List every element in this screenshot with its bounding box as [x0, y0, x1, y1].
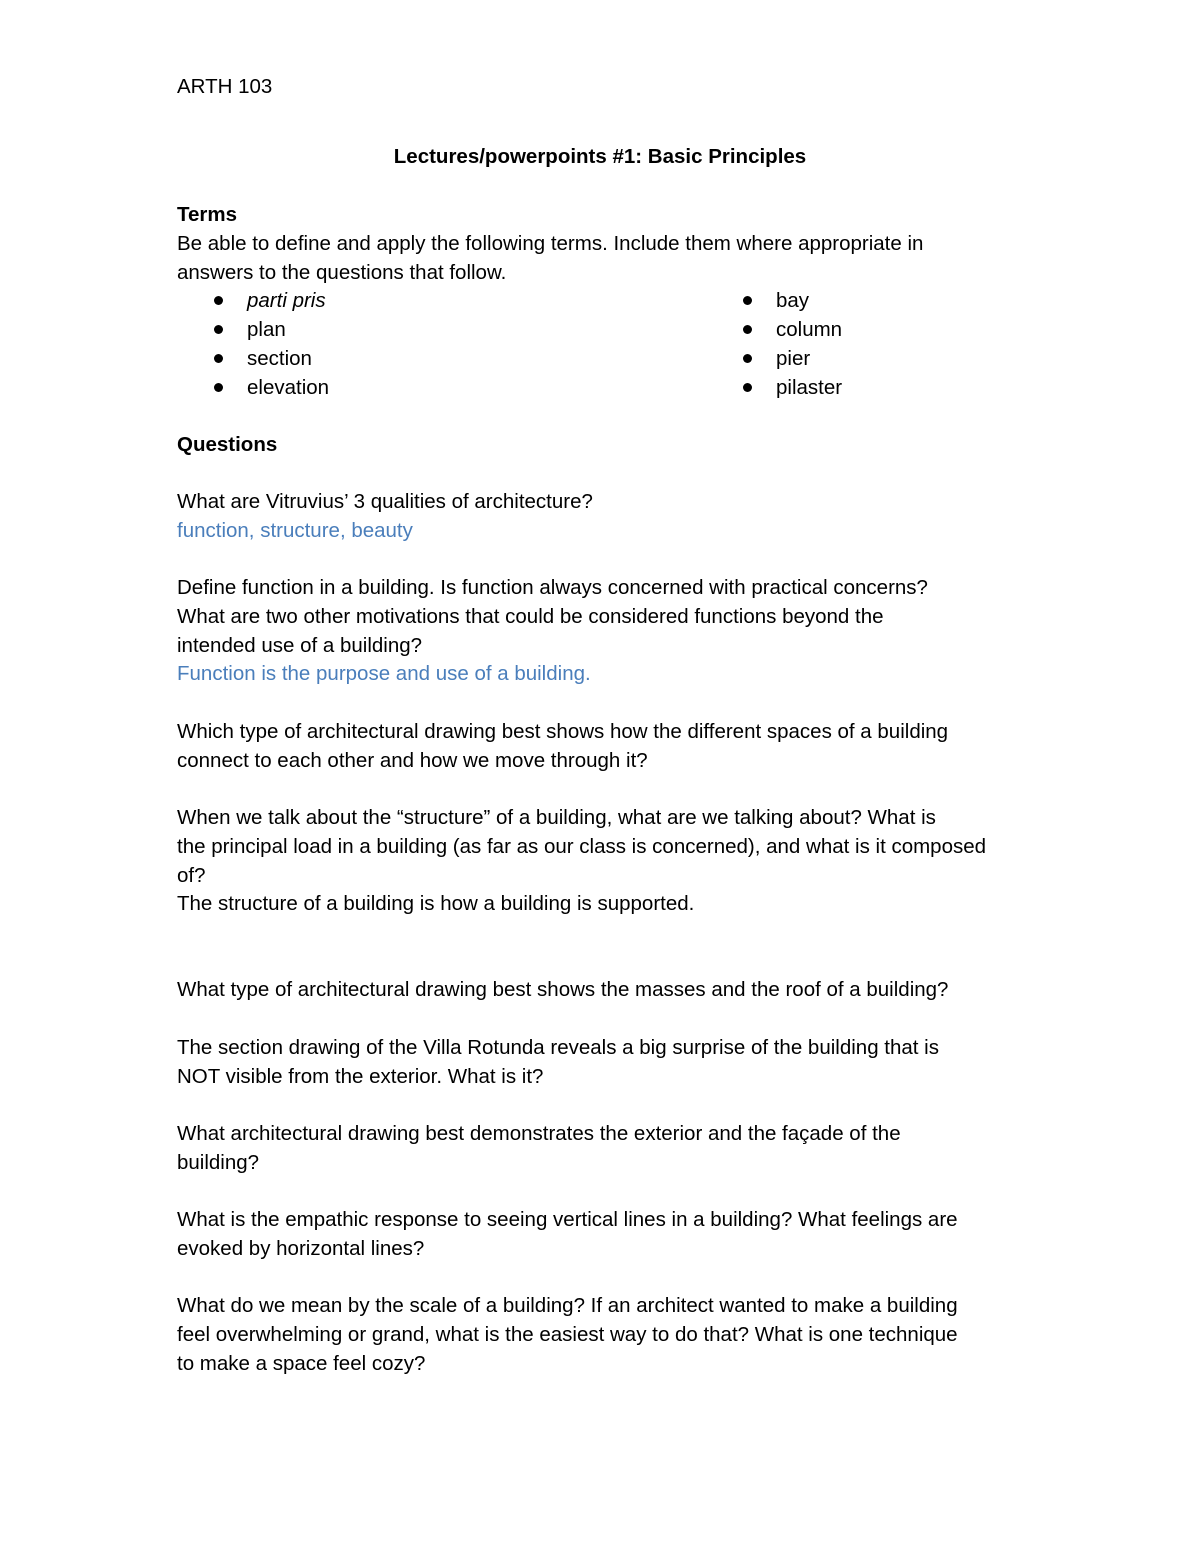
terms-intro-line-1: Be able to define and apply the following terms. Include them where appropriate in	[177, 232, 924, 255]
bullet-icon	[214, 296, 223, 305]
bullet-icon	[743, 325, 752, 334]
question-2-line-1: Define function in a building. Is function always concerned with practical concerns?	[177, 576, 928, 599]
terms-intro-line-2: answers to the questions that follow.	[177, 261, 507, 284]
term-item: column	[776, 318, 843, 341]
term-item: plan	[247, 318, 286, 341]
term-item: bay	[776, 289, 810, 312]
page-title: Lectures/powerpoints #1: Basic Principles	[393, 145, 807, 168]
bullet-icon	[214, 354, 223, 363]
bullet-icon	[743, 296, 752, 305]
term-item: pilaster	[776, 376, 843, 399]
question-6-line-2: NOT visible from the exterior. What is it?	[177, 1065, 544, 1088]
questions-heading: Questions	[177, 433, 278, 456]
question-3-line-2: connect to each other and how we move through it?	[177, 749, 648, 772]
question-7-line-2: building?	[177, 1151, 260, 1174]
bullet-icon	[743, 354, 752, 363]
terms-heading: Terms	[177, 203, 238, 226]
question-4-line-2: the principal load in a building (as far as our class is concerned), and what is it composed	[177, 835, 987, 858]
question-9-line-2: feel overwhelming or grand, what is the easiest way to do that? What is one technique	[177, 1323, 958, 1346]
question-1: What are Vitruvius’ 3 qualities of architecture?	[177, 490, 593, 513]
question-4-line-3: of?	[177, 864, 206, 887]
bullet-icon	[214, 383, 223, 392]
question-3-line-1: Which type of architectural drawing best shows how the different spaces of a building	[177, 720, 949, 743]
question-9-line-3: to make a space feel cozy?	[177, 1352, 426, 1375]
course-code: ARTH 103	[177, 75, 273, 98]
question-4-line-1: When we talk about the “structure” of a building, what are we talking about? What is	[177, 806, 936, 829]
term-item: parti pris	[247, 289, 326, 312]
question-2-line-2: What are two other motivations that could be considered functions beyond the	[177, 605, 884, 628]
answer-2: Function is the purpose and use of a building.	[177, 662, 591, 685]
question-8-line-1: What is the empathic response to seeing vertical lines in a building? What feelings are	[177, 1208, 958, 1231]
question-8-line-2: evoked by horizontal lines?	[177, 1237, 425, 1260]
answer-1: function, structure, beauty	[177, 519, 413, 542]
question-6-line-1: The section drawing of the Villa Rotunda reveals a big surprise of the building that is	[177, 1036, 939, 1059]
answer-4: The structure of a building is how a building is supported.	[177, 892, 695, 915]
question-7-line-1: What architectural drawing best demonstrates the exterior and the façade of the	[177, 1122, 901, 1145]
bullet-icon	[743, 383, 752, 392]
term-item: elevation	[247, 376, 330, 399]
term-item: section	[247, 347, 312, 370]
bullet-icon	[214, 325, 223, 334]
question-5: What type of architectural drawing best shows the masses and the roof of a building?	[177, 978, 949, 1001]
term-item: pier	[776, 347, 811, 370]
question-2-line-3: intended use of a building?	[177, 634, 423, 657]
question-9-line-1: What do we mean by the scale of a building? If an architect wanted to make a building	[177, 1294, 958, 1317]
